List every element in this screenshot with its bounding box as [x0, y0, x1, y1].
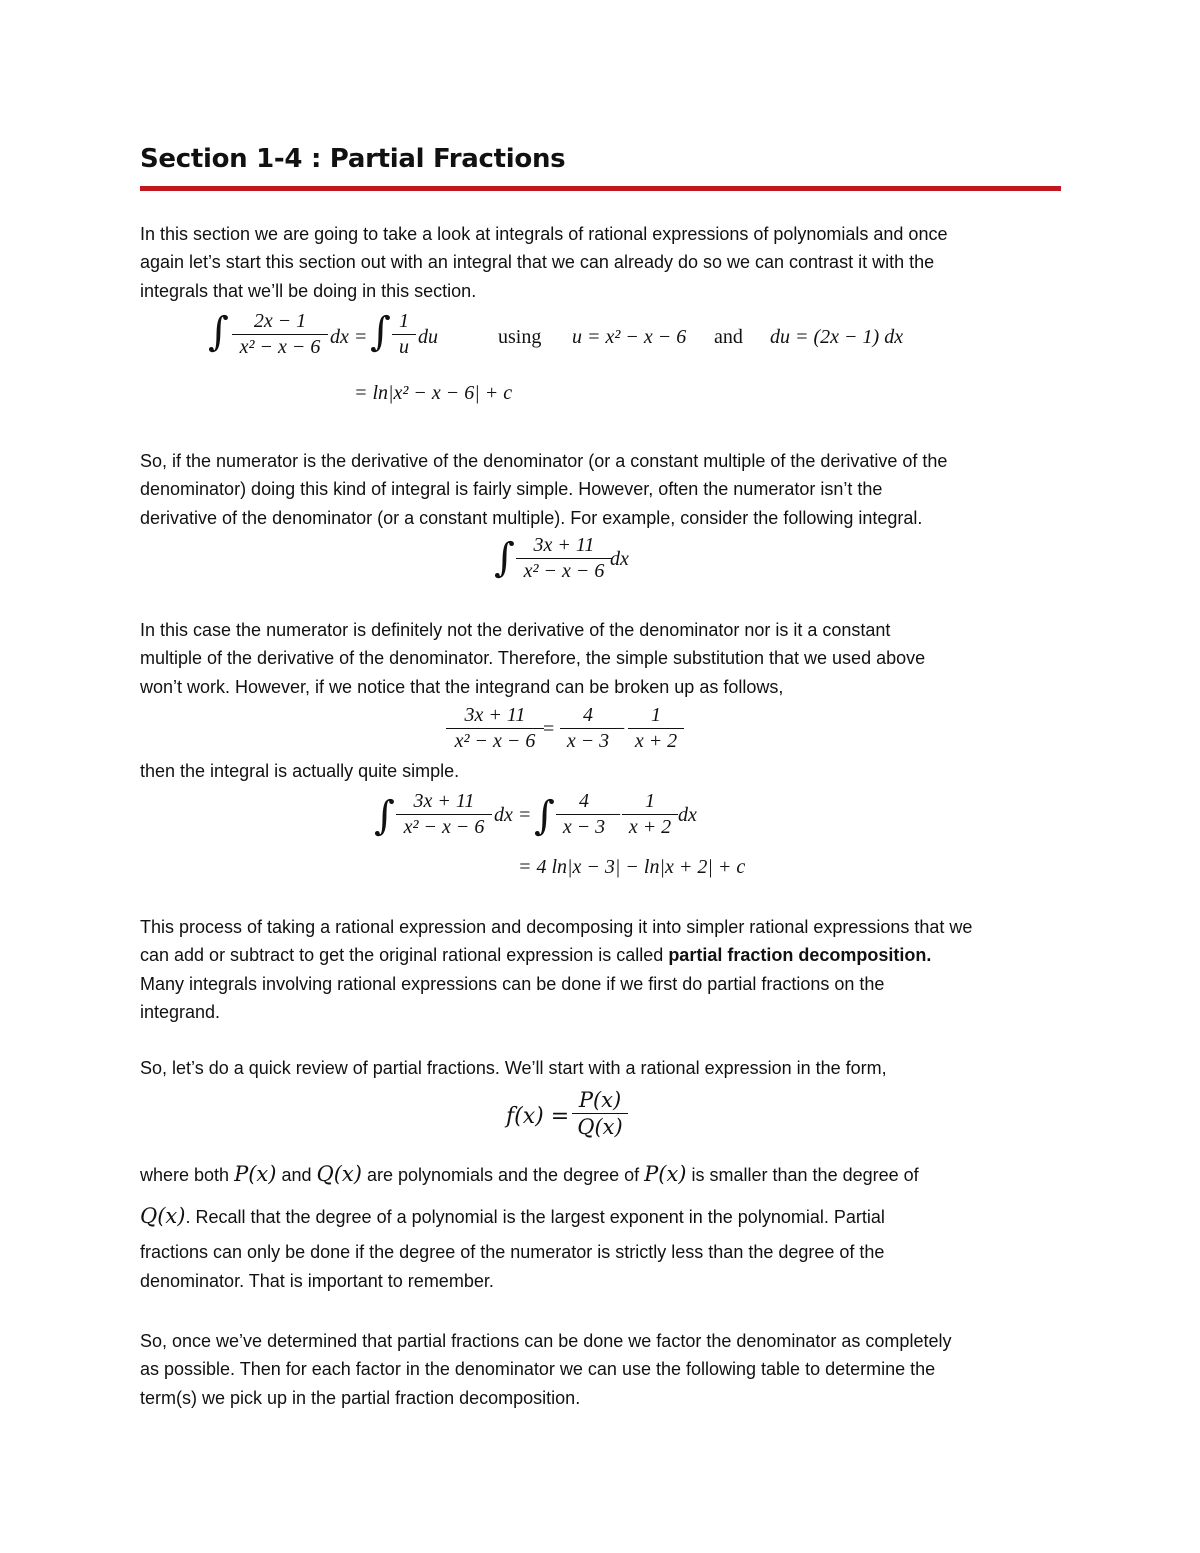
text-line: denominator) doing this kind of integral is fairly simple. However, often the numerator isn’t the	[140, 479, 883, 500]
text-line: won’t work. However, if we notice that the integrand can be broken up as follows,	[140, 676, 784, 697]
fraction	[516, 534, 612, 583]
paragraph-3	[140, 616, 1065, 701]
text-line: fractions can only be done if the degree of the numerator is strictly less than the degree of the	[140, 1242, 885, 1262]
text-line	[140, 1194, 1065, 1238]
paragraph-4	[140, 757, 1065, 785]
numerator: 2x − 1	[232, 310, 328, 335]
denominator: Q(x)	[577, 1115, 623, 1139]
text-span: . Recall that the degree of a polynomial is the largest exponent in the polynomial. Partial	[185, 1207, 885, 1227]
denominator: x² − x − 6	[403, 816, 485, 838]
dx-text: dx =	[330, 326, 368, 348]
denominator: x + 2	[628, 816, 672, 838]
fraction	[392, 310, 416, 359]
denominator: x² − x − 6	[523, 560, 605, 582]
text-line: integrand.	[140, 1001, 221, 1022]
minus-sign: −	[614, 718, 626, 740]
text-span: are polynomials and the degree of	[366, 1165, 645, 1185]
numerator: 3x + 11	[446, 704, 544, 729]
paragraph-8	[140, 1327, 1065, 1412]
u-definition: u = x² − x − 6	[572, 326, 687, 348]
text-line: as possible. Then for each factor in the denominator we can use the following table to determine the	[140, 1359, 936, 1380]
math-q: Q(x)	[140, 1204, 186, 1228]
result: = ln|x² − x − 6| + c	[354, 382, 513, 404]
term-bold: partial fraction decomposition.	[668, 945, 932, 966]
integral-sign: ∫	[534, 793, 555, 839]
equals-sign: =	[543, 718, 555, 740]
intro-paragraph	[140, 220, 1065, 305]
text-line	[140, 1160, 1065, 1194]
integral-sign: ∫	[370, 309, 391, 355]
text-line: In this case the numerator is definitely not the derivative of the denominator nor is it a constant	[140, 620, 891, 640]
numerator: 4	[556, 790, 612, 815]
du-text: du	[418, 326, 438, 348]
denominator: x − 3	[566, 730, 610, 752]
paragraph-5	[140, 913, 1065, 1026]
math-p: P(x)	[644, 1162, 687, 1186]
text-line: So, if the numerator is the derivative of the denominator (or a constant multiple of the derivative of the	[140, 451, 948, 471]
fraction	[628, 704, 684, 753]
text-span: and	[281, 1165, 317, 1185]
lhs: f(x) =	[506, 1104, 570, 1129]
fraction	[232, 310, 328, 359]
text-line: denominator. That is important to remember.	[140, 1271, 494, 1291]
math-p: P(x)	[234, 1162, 277, 1186]
text-line: integrals that we’ll be doing in this section.	[140, 280, 477, 301]
numerator: 1	[628, 704, 684, 729]
using-word: using	[498, 326, 542, 348]
fraction	[556, 790, 612, 839]
text-span: where both	[140, 1165, 235, 1185]
result: = 4 ln|x − 3| − ln|x + 2| + c	[518, 856, 746, 878]
title-rule	[140, 186, 1061, 191]
integral-sign: ∫	[208, 309, 229, 355]
text-line: derivative of the denominator (or a constant multiple). For example, consider the following integral.	[140, 507, 923, 528]
fraction	[560, 704, 616, 753]
numerator: 1	[392, 310, 416, 335]
minus-sign: −	[610, 804, 622, 826]
dx-text: dx	[610, 548, 629, 570]
denominator: x² − x − 6	[454, 730, 536, 752]
denominator: x² − x − 6	[239, 336, 321, 358]
fraction	[622, 790, 678, 839]
numerator: 4	[560, 704, 616, 729]
text-line	[140, 941, 1065, 969]
paragraph-6	[140, 1054, 1065, 1082]
text-line: In this section we are going to take a look at integrals of rational expressions of polynomials and once	[140, 224, 948, 244]
dx-text: dx =	[494, 804, 532, 826]
denominator: x − 3	[562, 816, 606, 838]
denominator: u	[399, 336, 409, 358]
fraction	[396, 790, 492, 839]
math-q: Q(x)	[316, 1162, 362, 1186]
numerator: 3x + 11	[396, 790, 492, 815]
text-line: again let’s start this section out with an integral that we can already do so we can contrast it with the	[140, 252, 935, 273]
text-line: Many integrals involving rational expressions can be done if we first do partial fractions on the	[140, 973, 885, 994]
text-span: is smaller than the degree of	[691, 1165, 919, 1185]
text-line: multiple of the derivative of the denominator. Therefore, the simple substitution that we used above	[140, 648, 926, 669]
integral-sign: ∫	[374, 793, 395, 839]
fraction	[572, 1088, 628, 1139]
dx-text: dx	[678, 804, 697, 826]
text-line: term(s) we pick up in the partial fraction decomposition.	[140, 1387, 581, 1408]
text-line: So, let’s do a quick review of partial fractions. We’ll start with a rational expression in the form,	[140, 1058, 887, 1078]
du-definition: du = (2x − 1) dx	[770, 326, 904, 348]
numerator: 1	[622, 790, 678, 815]
text-line: This process of taking a rational expression and decomposing it into simpler rational expressions that we	[140, 917, 973, 937]
section-title: Section 1-4 : Partial Fractions	[140, 144, 566, 174]
numerator: P(x)	[572, 1088, 628, 1114]
and-word: and	[714, 326, 743, 348]
paragraph-7	[140, 1160, 1065, 1296]
paragraph-2	[140, 447, 1065, 532]
text-line: then the integral is actually quite simple.	[140, 761, 460, 781]
denominator: x + 2	[634, 730, 678, 752]
integral-sign: ∫	[494, 535, 515, 581]
fraction	[446, 704, 544, 753]
text-span: can add or subtract to get the original rational expression is called	[140, 945, 669, 966]
numerator: 3x + 11	[516, 534, 612, 559]
text-line: So, once we’ve determined that partial fractions can be done we factor the denominator as completely	[140, 1331, 952, 1351]
